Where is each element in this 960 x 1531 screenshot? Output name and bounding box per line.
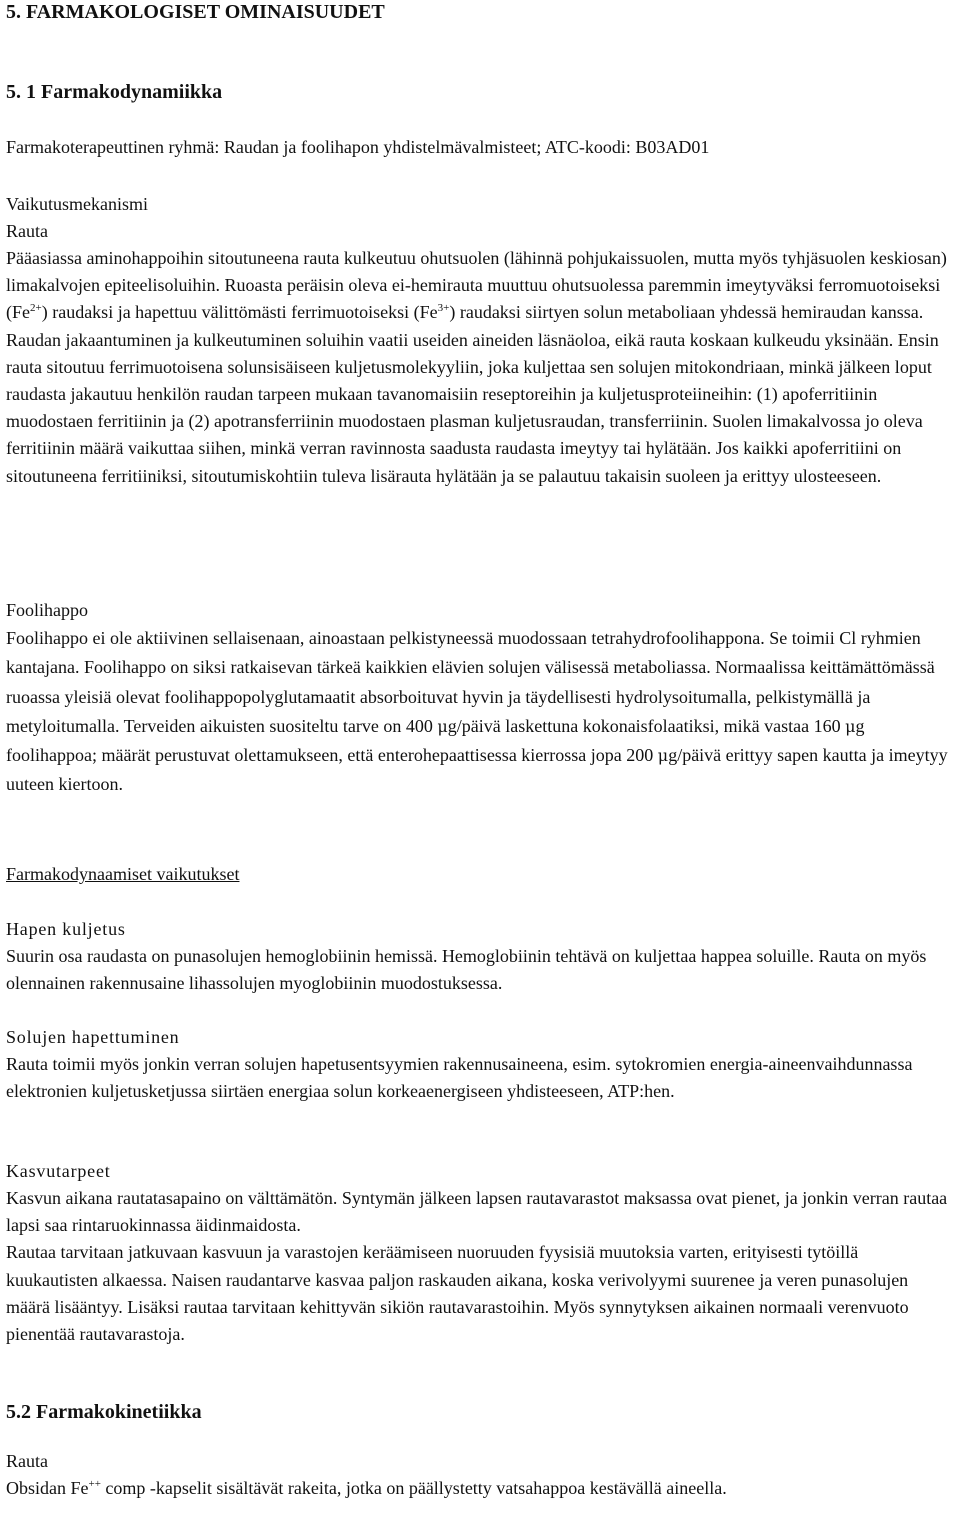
iron-text-c: ) raudaksi siirtyen solun metaboliaan yhdessä hemiraudan kanssa. Raudan jakaantuminen ja kulkeutuminen soluihin vaatii useiden aineiden läsnäoloa, eikä rauta koskaan kulkeudu yksinään. Ensin rauta sitoutuu ferrimuotoisena solunsisäiseen kuljetusmolekyyliin, joka kuljettaa sen solujen mitokondriaan, minkä jälkeen loput raudasta jakautuu henkilön raudan tarpeen mukaan tavanomaisiin reseptoreihin ja kuljetusproteiineihin: (1) apoferritiinin muodostaen ferritiinin ja (2) apotransferriinin muodostaen plasman kuljetusraudan, transferriinin. Suolen limakalvossa jo oleva ferritiinin määrä vaikuttaa siihen, minkä verran ravinnosta saadusta raudasta imeytyy tai hylätään. Jos kaikki apoferritiini on sitoutuneena ferritiiniksi, sitoutumiskohtiin tuleva lisärauta hylätään ja se palautuu takaisin suoleen ja erittyy ulosteeseen. — [6, 302, 939, 486]
section-5-1-heading: 5. 1 Farmakodynamiikka — [6, 81, 223, 103]
section-5-2-heading: 5.2 Farmakokinetiikka — [6, 1401, 202, 1423]
mu-symbol: μ — [845, 716, 856, 736]
folic-text-c: g foolihappoa; määrät perustuvat olettamukseen, että enterohepaattisessa kierrossa jopa 200 — [6, 715, 865, 766]
cell-oxidation-paragraph: Rauta toimii myös jonkin verran solujen hapetusentsyymien rakennusaineena, esim. sytokromien energia-aineenvaihdunnassa elektronien kuljetusketjussa siirtäen energiaa solun korkeaenergiseen yhdisteeseen, ATP:hen. — [6, 1054, 913, 1102]
growth-paragraph-2: Rautaa tarvitaan jatkuvaan kasvuun ja varastojen keräämiseen nuoruuden fyysisiä muutoksia varten, erityisesti tytöillä kuukautisten alkaessa. Naisen raudantarve kasvaa paljon raskauden aikana, koska verivolyymi suurenee ja veren punasolujen määrä lisääntyy. Lisäksi rautaa tarvitaan kehittyvän sikiön rautavarastoihin. Myös synnytyksen aikainen normaali verenvuoto pienentää rautavarastoja. — [6, 1242, 909, 1345]
mechanism-label: Vaikutusmekanismi — [6, 194, 148, 214]
pk-block — [6, 1448, 952, 1502]
fe2-superscript: 2+ — [30, 302, 42, 315]
cell-oxidation-block — [6, 1024, 952, 1105]
therapeutic-group: Farmakoterapeuttinen ryhmä: Raudan ja foolihapon yhdistelmävalmisteet; ATC-koodi: B03AD01 — [6, 137, 710, 157]
oxygen-label: Hapen kuljetus — [6, 919, 126, 939]
growth-label: Kasvutarpeet — [6, 1161, 111, 1181]
mu-symbol: μ — [657, 746, 669, 766]
growth-block — [6, 1158, 952, 1348]
pd-effects-heading: Farmakodynaamiset vaikutukset — [6, 864, 240, 884]
folic-label: Foolihappo — [6, 600, 89, 620]
pk-paragraph — [6, 1475, 952, 1502]
iron-text-b: ) raudaksi ja hapettuu välittömästi ferrimuotoiseksi (Fe — [41, 302, 438, 323]
pk-text-b: comp -kapselit sisältävät rakeita, jotka on päällystetty vatsahappoa kestävällä aineella. — [100, 1478, 727, 1498]
folic-text-d: g/päivä erittyy sapen kautta ja imeytyy uuteen kiertoon. — [6, 745, 948, 795]
folic-text-a: Foolihappo ei ole aktiivinen sellaisenaan, ainoastaan pelkistyneessä muodossaan tetrahydrofoolihappona. Se toimii Cl ryhmien kantajana. Foolihappo on siksi ratkaisevan tärkeä kaikkien elävien solujen välisessä metaboliassa. Normaalissa keittämättömässä ruoassa yleisiä olevat foolihappopolyglutamaatit absorboituvat hyvin ja täydellisesti hydrolysoitumalla, pelkistymällä ja metyloitumalla. Terveiden aikuisten suositeltu tarve on 400 — [6, 628, 935, 736]
section-5-heading: 5. FARMAKOLOGISET OMINAISUUDET — [6, 1, 385, 23]
folic-text-b: g/päivä laskettuna kokonaisfolaatiksi, mikä vastaa 160 — [447, 715, 846, 736]
mechanism-block — [6, 191, 952, 490]
oxygen-paragraph: Suurin osa raudasta on punasolujen hemoglobiinin hemissä. Hemoglobiinin tehtävä on kuljettaa happea soluille. Rauta on myös olennainen rakennusaine lihassolujen myoglobiinin muodostuksessa. — [6, 946, 927, 994]
cell-oxidation-label: Solujen hapettuminen — [6, 1027, 180, 1047]
growth-paragraph-1: Kasvun aikana rautatasapaino on välttämätön. Syntymän jälkeen lapsen rautavarastot maksassa ovat pienet, ja jonkin verran rautaa lapsi saa rintaruokinnassa äidinmaidosta. — [6, 1188, 948, 1236]
iron-text-a: Pääasiassa aminohappoihin sitoutuneena rauta kulkeutuu ohutsuolen (lähinnä pohjukaissuolen, mutta myös tyhjäsuolen keskiosan) limakalvojen epiteelisoluihin. Ruoasta peräisin oleva ei-hemirauta muuttuu ohutsuolessa paremmin imeytyväksi ferromuotoiseksi (Fe — [6, 248, 947, 323]
iron-label: Rauta — [6, 221, 48, 241]
iron-paragraph — [6, 245, 952, 490]
folic-block — [6, 597, 952, 800]
mu-symbol: μ — [437, 716, 448, 736]
folic-paragraph — [6, 624, 952, 800]
pk-iron-label: Rauta — [6, 1451, 48, 1471]
fe3-superscript: 3+ — [437, 302, 450, 315]
oxygen-block — [6, 916, 952, 997]
fe-plusplus-superscript: ++ — [88, 1478, 101, 1490]
pk-text-a: Obsidan Fe — [6, 1478, 89, 1498]
